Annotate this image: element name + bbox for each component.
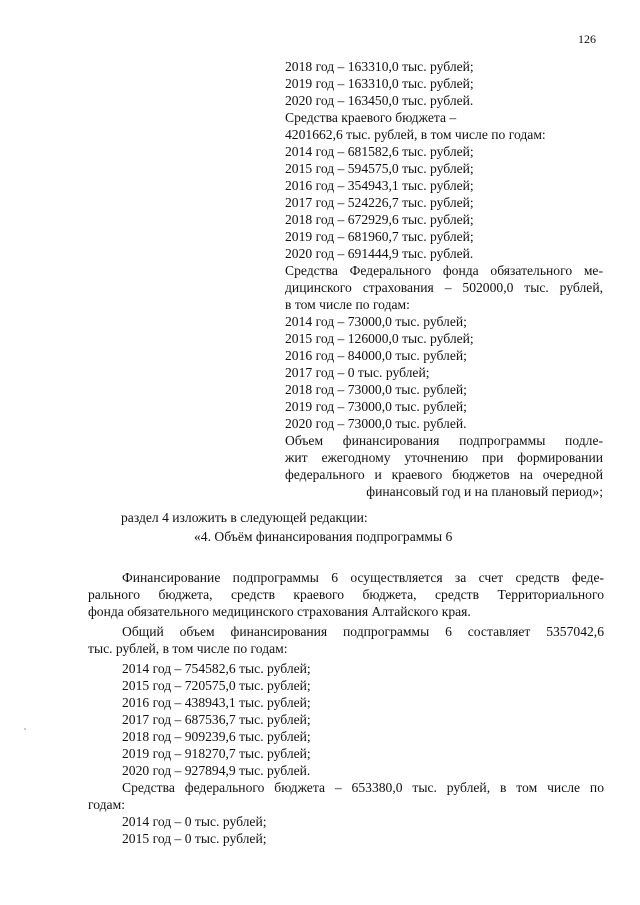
text-line: 2020 год – 163450,0 тыс. рублей. xyxy=(285,93,474,108)
section-heading: «4. Объём финансирования подпрограммы 6 xyxy=(194,529,453,544)
paragraph-line xyxy=(88,779,604,796)
year-line: 2016 год – 438943,1 тыс. рублей; xyxy=(122,695,311,710)
paragraph-line: тыс. рублей, в том числе по годам: xyxy=(88,641,288,656)
paragraph-line: фонда обязательного медицинского страхования Алтайского края. xyxy=(88,604,471,619)
year-line: 2015 год – 720575,0 тыс. рублей; xyxy=(122,678,311,693)
year-line: 2015 год – 0 тыс. рублей; xyxy=(122,831,267,846)
section-instruction: раздел 4 изложить в следующей редакции: xyxy=(121,510,368,525)
text-line xyxy=(285,279,603,296)
justified-text: рального бюджета, средств краевого бюджета, средств Территориального xyxy=(88,587,604,602)
justified-text: жит ежегодному уточнению при формировании xyxy=(285,450,603,465)
justified-text: дицинского страхования – 502000,0 тыс. рублей, xyxy=(285,280,603,295)
text-line: 2016 год – 354943,1 тыс. рублей; xyxy=(285,178,474,193)
text-line: 2016 год – 84000,0 тыс. рублей; xyxy=(285,348,467,363)
year-line: 2018 год – 909239,6 тыс. рублей; xyxy=(122,729,311,744)
paragraph-line xyxy=(88,623,604,640)
text-line: 2019 год – 73000,0 тыс. рублей; xyxy=(285,399,467,414)
text-line: 2017 год – 0 тыс. рублей; xyxy=(285,365,430,380)
justified-text: Финансирование подпрограммы 6 осуществляется за счет средств феде- xyxy=(122,570,604,585)
year-line: 2017 год – 687536,7 тыс. рублей; xyxy=(122,712,311,727)
paragraph-line xyxy=(88,586,604,603)
text-line: 2014 год – 681582,6 тыс. рублей; xyxy=(285,144,474,159)
page-number: 126 xyxy=(578,32,596,46)
text-line: 2019 год – 163310,0 тыс. рублей; xyxy=(285,76,474,91)
year-line: 2014 год – 0 тыс. рублей; xyxy=(122,814,267,829)
year-line: 2014 год – 754582,6 тыс. рублей; xyxy=(122,661,311,676)
text-line: 2015 год – 126000,0 тыс. рублей; xyxy=(285,331,474,346)
justified-text: Объем финансирования подпрограммы подле- xyxy=(285,433,603,448)
text-line xyxy=(285,432,603,449)
text-line: финансовый год и на плановый период»; xyxy=(366,484,603,499)
justified-text: Средства Федерального фонда обязательного ме- xyxy=(285,263,603,278)
text-line: 2015 год – 594575,0 тыс. рублей; xyxy=(285,161,474,176)
text-line: 2018 год – 163310,0 тыс. рублей; xyxy=(285,59,474,74)
text-line: 2014 год – 73000,0 тыс. рублей; xyxy=(285,314,467,329)
text-line: 2020 год – 691444,9 тыс. рублей. xyxy=(285,246,474,261)
text-line: 2019 год – 681960,7 тыс. рублей; xyxy=(285,229,474,244)
text-line xyxy=(285,449,603,466)
paragraph-line: годам: xyxy=(88,797,125,812)
year-line: 2019 год – 918270,7 тыс. рублей; xyxy=(122,746,311,761)
text-line: 2017 год – 524226,7 тыс. рублей; xyxy=(285,195,474,210)
text-line: 2018 год – 672929,6 тыс. рублей; xyxy=(285,212,474,227)
justified-text: Общий объем финансирования подпрограммы 6 составляет 5357042,6 xyxy=(122,624,604,639)
text-line: 4201662,6 тыс. рублей, в том числе по годам: xyxy=(285,127,546,142)
year-line: 2020 год – 927894,9 тыс. рублей. xyxy=(122,763,311,778)
text-line: 2020 год – 73000,0 тыс. рублей. xyxy=(285,416,467,431)
text-line xyxy=(285,466,603,483)
justified-text: Средства федерального бюджета – 653380,0 тыс. рублей, в том числе по xyxy=(122,780,604,795)
justified-text: федерального и краевого бюджетов на очередной xyxy=(285,467,603,482)
text-line: 2018 год – 73000,0 тыс. рублей; xyxy=(285,382,467,397)
scan-speck xyxy=(24,728,26,730)
text-line: Средства краевого бюджета – xyxy=(285,110,457,125)
paragraph-line xyxy=(88,569,604,586)
text-line: в том числе по годам: xyxy=(285,297,410,312)
text-line xyxy=(285,262,603,279)
